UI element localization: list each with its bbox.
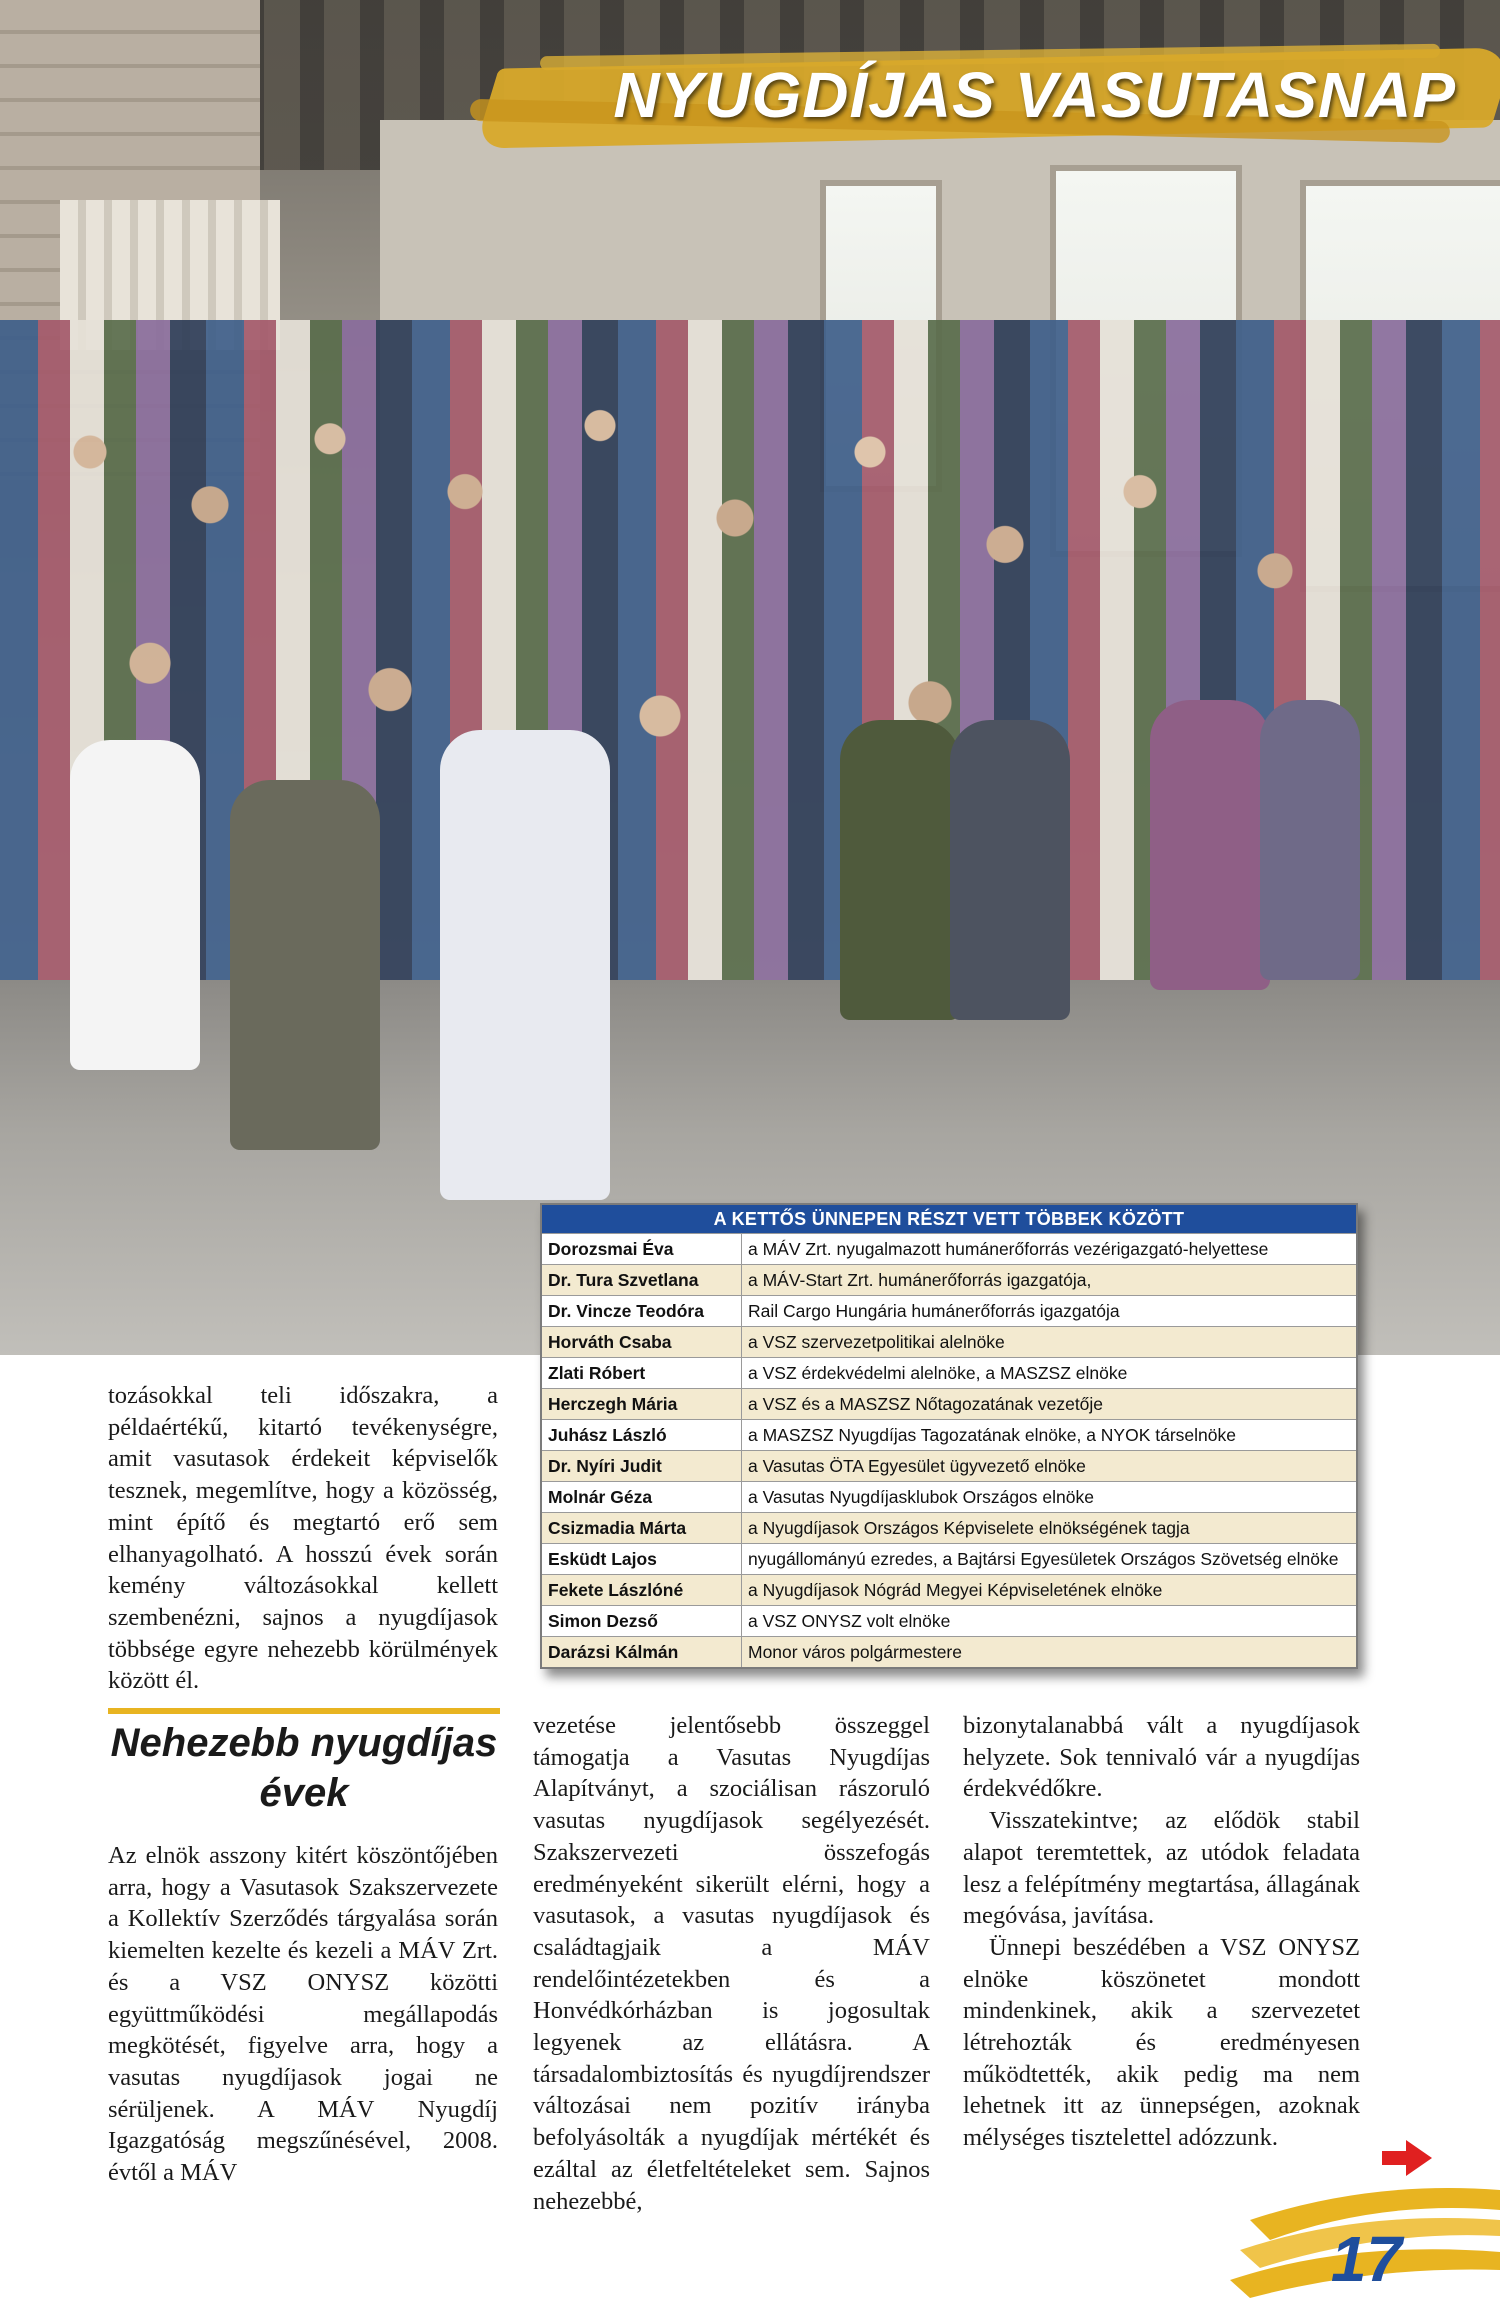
attendee-role: a VSZ és a MASZSZ Nőtagozatának vezetője bbox=[742, 1389, 1357, 1420]
attendee-role: Rail Cargo Hungária humánerőforrás igazgatója bbox=[742, 1296, 1357, 1327]
photo-person bbox=[230, 780, 380, 1150]
attendee-name: Esküdt Lajos bbox=[542, 1544, 742, 1575]
article-paragraph: Ünnepi beszédében a VSZ ONYSZ elnöke köszönetet mondott mindenkinek, akik a szervezetet létrehozták és eredményesen működtették, akik pedig ma nem lehetnek itt az ünnepségen, azoknak mélységes tisztelettel adózzunk. bbox=[963, 1933, 1360, 2152]
article-column-1-bottom bbox=[108, 1840, 498, 2189]
page-number: 17 bbox=[1330, 2223, 1402, 2295]
table-row bbox=[542, 1575, 1356, 1606]
attendee-name: Dr. Vincze Teodóra bbox=[542, 1296, 742, 1327]
table-row bbox=[542, 1637, 1356, 1668]
attendee-name: Csizmadia Márta bbox=[542, 1513, 742, 1544]
table-row bbox=[542, 1420, 1356, 1451]
photo-person bbox=[950, 720, 1070, 1020]
attendees-table bbox=[542, 1233, 1356, 1667]
photo-person bbox=[840, 720, 960, 1020]
article-paragraph: Visszatekintve; az elődök stabil alapot teremtettek, az utódok feladata lesz a felépítmény megtartása, állagának megóvása, javítása. bbox=[963, 1807, 1360, 1930]
attendee-role: Monor város polgármestere bbox=[742, 1637, 1357, 1668]
table-row bbox=[542, 1513, 1356, 1544]
article-paragraph: bizonytalanabbá vált a nyugdíjasok helyzete. Sok tennivaló vár a nyugdíjas érdekvédőkre. bbox=[963, 1712, 1360, 1803]
attendee-name: Horváth Csaba bbox=[542, 1327, 742, 1358]
article-paragraph: vezetése jelentősebb összeggel támogatja a Vasutas Nyugdíjas Alapítványt, a szociálisan rászoruló vasutas nyugdíjasok segélyezését. Szakszervezeti összefogás eredményeként sikerült elérni, hogy a vasutasok, a vasutas nyugdíjasok és családtagjaik a MÁV rendelőintézetekben és a Honvédkórházban is jogosultak legyenek az ellátásra. A társadalombiztosítás és nyugdíjrendszer változásai nem pozitív irányba befolyásolták a nyugdíjak mértékét és ezáltal az életfeltételeket sem. Sajnos nehezebbé, bbox=[533, 1712, 930, 2215]
table-row bbox=[542, 1544, 1356, 1575]
attendee-name: Juhász László bbox=[542, 1420, 742, 1451]
table-row bbox=[542, 1606, 1356, 1637]
attendee-role: a Vasutas ÖTA Egyesület ügyvezető elnöke bbox=[742, 1451, 1357, 1482]
attendee-role: a VSZ érdekvédelmi alelnöke, a MASZSZ elnöke bbox=[742, 1358, 1357, 1389]
attendee-role: a Nyugdíjasok Nógrád Megyei Képviseletének elnöke bbox=[742, 1575, 1357, 1606]
article-paragraph: Az elnök asszony kitért köszöntőjében arra, hogy a Vasutasok Szakszervezete a Kollektív Szerződés tárgyalása során kiemelten kezelte és kezeli a MÁV Zrt. és a VSZ ONYSZ közötti együttműködési megállapodás megkötését, figyelve arra, hogy a vasutas nyugdíjasok jogai ne sérüljenek. A MÁV Nyugdíj Igazgatóság megszűnésével, 2008. évtől a MÁV bbox=[108, 1842, 498, 2187]
article-subheading: Nehezebb nyugdíjas évek bbox=[110, 1721, 498, 1815]
article-column-3 bbox=[963, 1710, 1360, 2154]
attendee-name: Dorozsmai Éva bbox=[542, 1234, 742, 1265]
attendee-name: Dr. Tura Szvetlana bbox=[542, 1265, 742, 1296]
table-row bbox=[542, 1389, 1356, 1420]
arrow-right-icon bbox=[1382, 2138, 1432, 2178]
attendee-role: a VSZ ONYSZ volt elnöke bbox=[742, 1606, 1357, 1637]
header-banner bbox=[470, 40, 1500, 160]
photo-person bbox=[70, 740, 200, 1070]
attendee-name: Molnár Géza bbox=[542, 1482, 742, 1513]
table-row bbox=[542, 1451, 1356, 1482]
table-row bbox=[542, 1482, 1356, 1513]
subheading-rule bbox=[108, 1708, 500, 1714]
photo-person bbox=[440, 730, 610, 1200]
attendee-role: a MÁV-Start Zrt. humánerőforrás igazgatója, bbox=[742, 1265, 1357, 1296]
article-column-1-top bbox=[108, 1380, 498, 1697]
attendees-box bbox=[540, 1203, 1358, 1669]
attendee-role: a Nyugdíjasok Országos Képviselete elnökségének tagja bbox=[742, 1513, 1357, 1544]
article-column-2 bbox=[533, 1710, 930, 2217]
attendee-role: a Vasutas Nyugdíjasklubok Országos elnöke bbox=[742, 1482, 1357, 1513]
table-row bbox=[542, 1234, 1356, 1265]
photo-person bbox=[1150, 700, 1270, 990]
attendee-role: a VSZ szervezetpolitikai alelnöke bbox=[742, 1327, 1357, 1358]
attendee-name: Simon Dezső bbox=[542, 1606, 742, 1637]
table-row bbox=[542, 1265, 1356, 1296]
attendee-role: a MÁV Zrt. nyugalmazott humánerőforrás vezérigazgató-helyettese bbox=[742, 1234, 1357, 1265]
attendees-heading: A KETTŐS ÜNNEPEN RÉSZT VETT TÖBBEK KÖZÖTT bbox=[542, 1205, 1356, 1233]
attendee-name: Dr. Nyíri Judit bbox=[542, 1451, 742, 1482]
attendee-role: a MASZSZ Nyugdíjas Tagozatának elnöke, a NYOK társelnöke bbox=[742, 1420, 1357, 1451]
photo-person bbox=[1260, 700, 1360, 980]
table-row bbox=[542, 1296, 1356, 1327]
attendee-name: Fekete Lászlóné bbox=[542, 1575, 742, 1606]
table-row bbox=[542, 1358, 1356, 1389]
attendee-name: Zlati Róbert bbox=[542, 1358, 742, 1389]
attendee-name: Darázsi Kálmán bbox=[542, 1637, 742, 1668]
table-row bbox=[542, 1327, 1356, 1358]
attendee-name: Herczegh Mária bbox=[542, 1389, 742, 1420]
attendee-role: nyugállományú ezredes, a Bajtársi Egyesületek Országos Szövetség elnöke bbox=[742, 1544, 1357, 1575]
page-title: NYUGDÍJAS VASUTASNAP bbox=[613, 59, 1456, 131]
article-paragraph: tozásokkal teli időszakra, a példaértékű, kitartó tevékenységre, amit vasutasok érdekeit képviselők tesznek, megemlítve, hogy a közösség, mint építő és megtartó erő sem elhanyagolható. A hosszú évek során kemény változásokkal kellett szembenézni, sajnos a nyugdíjasok többsége egyre nehezebb körülmények között él. bbox=[108, 1382, 498, 1695]
